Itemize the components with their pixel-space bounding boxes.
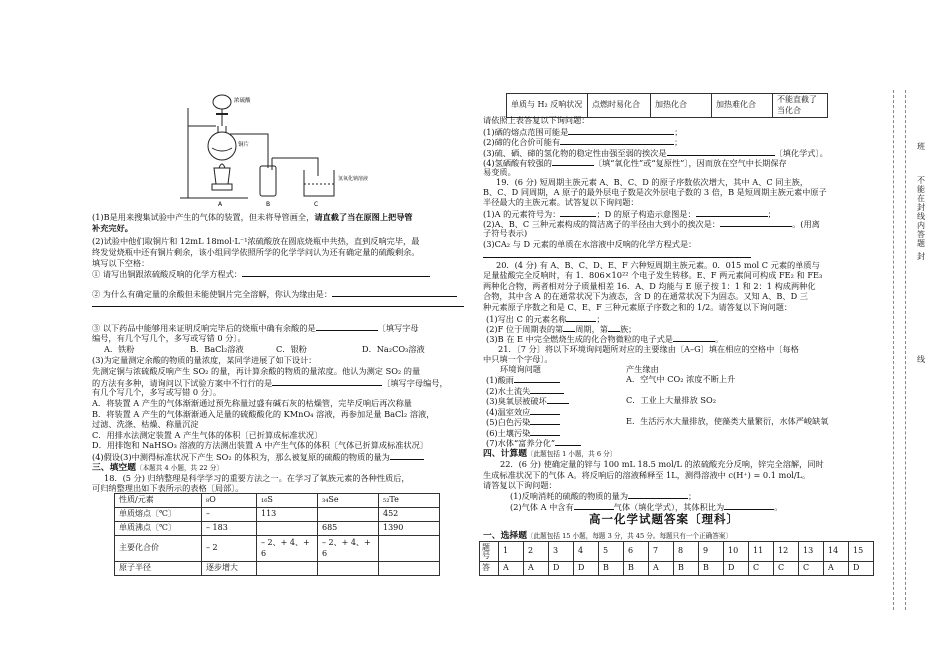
q-part3-b: 先测定铜与浓硫酸反响产生 SO₂ 的量，再计算余酸的物质的量浓度。他认为测定 SO₂ 的量 [92, 366, 421, 376]
q20-e: 种元素原子序数之和是 C、E、F 三种元素原子序数之和的 1/2。请答复以下询问题： [483, 302, 793, 312]
q21-b: 中只填一个字母〕。 [483, 354, 553, 364]
answer-line [483, 257, 751, 258]
q21: 21．〔7 分〕将以下环境询问题所对应的主要缘由〔A–G〕填在相应的空格中〔每格 [498, 344, 799, 354]
answer-title: 高一化学试题答案〔理科〕 [589, 512, 739, 526]
table-row: 单质与 H₂ 反响状况 点燃时易化合 加热化合 加热难化合 不能直截了当化合 [507, 94, 828, 118]
plan-a: A．将装置 A 产生的气体渐渐通过预先称量过盛有碱石灰的枯燥管，完毕反响后再次称量 [92, 398, 412, 408]
q-part3: (3)为定量测定余酸的物质的量浓度，某同学进展了如下设计： [92, 355, 317, 365]
q19-c: 半径最大的主族元素。试答复以下询问题： [483, 197, 639, 207]
q18: 18．(5 分) 归纳整理是科学学习的重要方法之一。在学习了氧族元素的各种性质后， [104, 473, 410, 483]
cause-a: A．空气中 CO₂ 浓度不断上升 [626, 374, 736, 384]
label-naoh: 氢氧化钠溶液 [338, 176, 369, 182]
q-part4: (4)假设(3)中测得标准状况下产生 SO₂ 的体积为，那么被复原的硫酸的物质的量为 [92, 451, 424, 463]
table-row: 题号 1 2 3 4 5 6 7 8 9 10 11 12 13 14 15 [480, 542, 874, 562]
label-a: A [218, 201, 223, 208]
plan-b-cont: 过滤、洗涤、枯燥、称量沉淀 [92, 419, 199, 429]
t-q3: (3)硫、硒、碲的氢化物的稳定性由强至弱的挨次是 〔填化学式〕。 [483, 148, 828, 158]
t-q4: (4)氢硒酸有较强的 〔填“氧化性”或“复原性”〕，因而放在空气中长期保存 [483, 158, 787, 168]
dashed-line [905, 90, 906, 610]
q-part2-c: 填写以下空格： [92, 258, 150, 268]
q18-b: 可归纳整理出如下表所示的表格〔局部〕。 [92, 483, 244, 493]
section-4-heading: 四、计算题〔此题包括 1 小题，共 6 分〕 [483, 449, 617, 459]
table-row: 原子半径 逐步增大 [115, 562, 440, 576]
t-q2: (2)碲的化合价可能有 ； [483, 137, 683, 147]
t-q1: (1)硒的熔点范围可能是 ； [483, 127, 683, 137]
table-row: 答 A A D D B B A B B D C C C A D [480, 562, 874, 576]
margin-warning: 不能在封线内答题 [916, 176, 926, 248]
table-row: 主要化合价 – 2 – 2、+ 4、+ 6 – 2、+ 4、+ 6 [115, 536, 440, 562]
q-sub3: ③ 以下药品中能够用来证明反响完毕后的烧瓶中确有余酸的是 〔填写字母 [92, 323, 419, 333]
q-part3-c: 的方法有多种，请询问以下试验方案中不行行的是 〔填写字母编号， [92, 378, 448, 388]
cause-c: C．工业上大量排放 SO₂ [626, 395, 716, 405]
q-part1-cont: 补充完好。 [92, 223, 133, 233]
margin-line-label: 线 [916, 355, 926, 364]
table-row: 性质/元素 ₈O ₁₆S ₃₄Se ₅₂Te [115, 494, 440, 508]
option-a: A．铁粉 [104, 344, 135, 354]
q20-f: (1)写出 C 的元素名称 ； [486, 314, 605, 324]
plan-c: C．用排水法测定装置 A 产生气体的体积〔已折算成标准状况〕 [92, 430, 323, 440]
q-part2: (2)试验中他们取铜片和 12mL 18mol·L⁻¹浓硫酸放在圆底烧瓶中共热，直到反响完毕，最 [92, 236, 420, 246]
q21-head: 环境询问题 [500, 364, 541, 374]
dashed-line [893, 90, 894, 610]
q22-c: 请答复以下询问题： [483, 480, 557, 490]
q22-b: 生成标准状况下的气体 A。将反响后的溶液稀释至 1L，测得溶液中 c(H⁺) = 0.1 mol/L。 [483, 470, 811, 480]
q22: 22．(6 分) 使确定量的锌与 100 mL 18.5 mol/L 的浓硫酸充分反响，锌完全溶解，同时 [500, 459, 824, 469]
q-sub3-options [104, 344, 425, 355]
q20-c: 两种化合物，两者相对分子质量相差 16．A、D 均能与 E 原子按 1：1 和 2：1 构成两种化 [483, 281, 816, 291]
cause-list [626, 374, 746, 385]
oxygen-family-table [114, 493, 440, 576]
q19-d: (1)A 的元素符号为： ；D 的原子构造示意图是： ； [483, 209, 776, 219]
env-5: (5)白色污染 [486, 416, 560, 428]
q19-e: (2)A、B、C 三种元素构成的简洁离子的半径由大到小的挨次是： 。(用离 [483, 219, 820, 229]
answer-table [479, 541, 874, 576]
section-3-heading: 三、填空题〔本题共 4 小题，共 22 分〕 [92, 463, 223, 473]
q21-head2: 产生缘由 [626, 364, 659, 374]
q20: 20．(4 分) 有 A、B、C、D、E、F 六种短周期主族元素。0．015 mol C 元素的单质与 [496, 260, 820, 270]
label-conc-acid: 浓硫酸 [234, 98, 251, 104]
option-b: B．BaCl₂溶液 [190, 344, 244, 354]
env-2: (2)水土流失 [486, 385, 564, 397]
label-c: C [314, 201, 319, 208]
q-sub1: ① 请写出铜跟浓硫酸反响的化学方程式： [92, 268, 430, 280]
q20-g: (2)F 位于周期表的第 周期，第 族； [486, 324, 637, 334]
plan-d: D．用排饱和 NaHSO₃ 溶液的方法测出装置 A 中产生气体的体积〔气体已折算成标准状况〕 [92, 440, 429, 450]
label-copper: 铜片 [238, 142, 250, 148]
q-part3-d: 有几个写几个，多写或写错 0 分〕。 [92, 387, 222, 397]
q-part1: (1)B是用来搜集试验中产生的气体的装置，但未将导管画全，请直截了当在原图上把导管 [92, 212, 413, 222]
env-3: (3)臭氧层被破坏 [486, 395, 569, 407]
env-6: (6)土壤污染 [486, 427, 560, 439]
q22-e: (2)气体 A 中含有 气体（填化学式），其体积比为 。 [510, 502, 783, 512]
answer-line [92, 306, 464, 307]
cause-e: E．生活污水大量排放，使藻类大量繁衍，水体严峻缺氧 [626, 416, 829, 426]
q20-b: 足量盐酸完全反响时，有 1．806×10²² 个电子发生转移。E、F 两元素间可构成 FE₂ 和 FE₃ [483, 270, 823, 280]
label-b: B [266, 201, 271, 208]
q-sub2: ② 为什么有确定量的余酸但未能使铜片完全溶解，你认为缘由是： [92, 288, 457, 300]
option-c: C．银粉 [276, 344, 307, 354]
q19-b: B、C、D 同周期，A 原子的最外层电子数是次外层电子数的 3 倍，B 是短周期主族元素中原子 [483, 187, 827, 197]
q20-h: (3)B 在 E 中完全燃烧生成的化合物微粒的电子式是 。 [486, 334, 724, 344]
q-part2-b: 终发觉烧瓶中还有铜片剩余，该小组同学依照所学的化学学问认为还有确定量的硫酸剩余。 [92, 247, 420, 257]
plan-b: B．将装置 A 产生的气体渐渐通入足量的硫酸酸化的 KMnO₄ 溶液，再参加足量 BaCl₂ 溶液， [92, 409, 435, 419]
q22-d: (1)反响消耗的硫酸的物质的量为 ； [510, 491, 697, 501]
answer-section-heading: 一、选择题〔此题包括 15 小题，每题 3 分，共 45 分。每题只有一个正确答案〕 [483, 531, 732, 541]
env-1: (1)酸雨 [486, 374, 560, 386]
t-intro: 请依照上表答复以下询问题： [483, 115, 590, 125]
table-row: 单质沸点〔℃〕 – 183 685 1390 [115, 522, 440, 536]
env-7: (7)水体“富养分化” [486, 437, 581, 449]
q19-f: 子符号表示) [483, 228, 528, 238]
t-q4-b: 易变质。 [483, 167, 516, 177]
env-4: (4)温室效应 [486, 406, 560, 418]
q-sub3-b: 编号，有几个写几个，多写或写错 0 分〕。 [92, 333, 246, 343]
q19: 19．(6 分) 短周期主族元素 A、B、C、D 的原子序数依次增大，其中 A、C 同主族， [496, 177, 809, 187]
margin-class-label: 班 [916, 142, 926, 151]
margin-seal-label: 封 [916, 252, 926, 261]
q20-d: 合物，其中含 A 的在通常状况下为液态，含 D 的在通常状况下为固态。又知 A、B、D 三 [483, 291, 808, 301]
apparatus-figure [178, 88, 378, 208]
table-row: 单质熔点〔℃〕 – 113 452 [115, 508, 440, 522]
option-d: D．Na₂CO₃溶液 [362, 344, 425, 354]
q19-g: (3)CA₂ 与 D 元素的单质在水溶液中反响的化学方程式是： [483, 239, 697, 249]
